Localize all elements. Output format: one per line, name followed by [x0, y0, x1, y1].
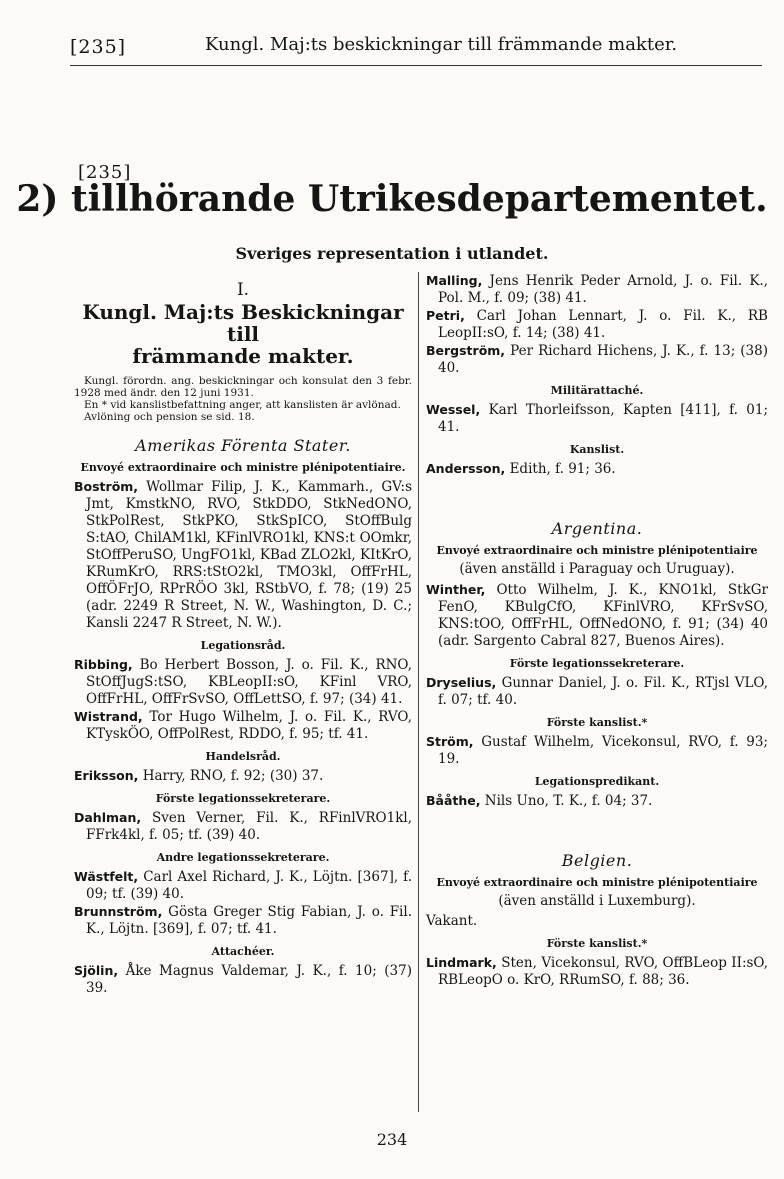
person-details: Per Richard Hichens, J. K., f. 13; (38) 40. [438, 343, 768, 376]
person-entry [74, 809, 412, 844]
person-name: Petri, [426, 308, 465, 323]
person-name: Brunnström, [74, 904, 163, 919]
person-entry [426, 272, 768, 307]
person-name: Dahlman, [74, 810, 142, 825]
right-column [426, 272, 768, 989]
section-number: [235] [78, 162, 132, 183]
country-heading: Amerikas Förenta Stater. [135, 436, 351, 455]
person-entry [426, 674, 768, 709]
section-heading-line2: främmande makter. [132, 344, 354, 368]
person-entry [74, 868, 412, 903]
person-entry [74, 962, 412, 997]
person-name: Ribbing, [74, 657, 133, 672]
note-3: Avlöning och pension se sid. 18. [84, 411, 255, 423]
person-details: Nils Uno, T. K., f. 04; 37. [484, 793, 653, 809]
person-details: Åke Magnus Valdemar, J. K., f. 10; (37) 39. [86, 963, 412, 996]
role-heading: Legationsråd. [200, 639, 286, 652]
person-name: Boström, [74, 479, 139, 494]
note-2: En * vid kanslistbefattning anger, att kanslisten är avlönad. [84, 399, 401, 411]
top-rule [70, 65, 762, 66]
person-name: Wessel, [426, 402, 481, 417]
role-heading: Handelsråd. [205, 750, 281, 763]
person-details: Edith, f. 91; 36. [509, 461, 616, 477]
person-details: Gustaf Wilhelm, Vicekonsul, RVO, f. 93; 19. [438, 734, 768, 767]
person-name: Sjölin, [74, 963, 119, 978]
role-heading: Militärattaché. [550, 384, 644, 397]
person-name: Andersson, [426, 461, 506, 476]
person-entry [74, 656, 412, 708]
section-heading-line1: Kungl. Maj:ts Beskickningar till [82, 300, 404, 346]
role-heading: Kanslist. [569, 443, 625, 456]
person-details: Carl Johan Lennart, J. o. Fil. K., RB LeopII:sO, f. 14; (38) 41. [438, 308, 768, 341]
person-entry [426, 401, 768, 436]
page-subtitle: Sveriges representation i utlandet. [235, 244, 549, 263]
person-details: Sten, Vicekonsul, RVO, OffBLeop II:sO, RBLeopO o. KrO, RRumSO, f. 88; 36. [438, 955, 768, 988]
vacant-note: Vakant. [426, 913, 478, 929]
role-heading: Förste legationssekreterare. [509, 657, 685, 670]
person-name: Bergström, [426, 343, 506, 358]
running-head-title: Kungl. Maj:ts beskickningar till främmande makter. [205, 34, 678, 55]
person-details: Carl Axel Richard, J. K., Löjtn. [367], f. 09; tf. (39) 40. [86, 869, 412, 902]
person-details: Sven Verner, Fil. K., RFinlVRO1kl, FFrk4kl, f. 05; tf. (39) 40. [86, 810, 412, 843]
parenthetical-note: (även anställd i Paraguay och Uruguay). [459, 561, 735, 577]
role-heading: Legationspredikant. [534, 775, 660, 788]
roman-numeral: I. [236, 280, 250, 300]
person-entry [426, 792, 768, 810]
person-details: Gösta Greger Stig Fabian, J. o. Fil. K., Löjtn. [369], f. 07; tf. 41. [86, 904, 412, 937]
person-entry [426, 581, 768, 650]
left-column [74, 272, 412, 997]
role-heading: Envoyé extraordinaire och ministre plénipotentiaire [436, 876, 758, 889]
person-details: Harry, RNO, f. 92; (30) 37. [142, 768, 324, 784]
role-heading: Attachéer. [211, 945, 275, 958]
country-heading: Argentina. [551, 519, 643, 538]
role-heading: Förste legationssekreterare. [155, 792, 331, 805]
page-title: 2) tillhörande Utrikesdepartementet. [16, 178, 768, 220]
person-entry [426, 307, 768, 342]
person-details: Wollmar Filip, J. K., Kammarh., GV:s Jmt, KmstkNO, RVO, StkDDO, StkNedONO, StkPolRest, StkPKO, StkSpICO, StOffBulg S:tAO, ChilAM1kl, KFinlVRO1kl, KNS:t OOmkr, StOffPeruSO, UngFO1kl, KBad ZLO2kl, KItKrO, KRumKrO, RRS:tStO2kl, TMO3kl, OffFrHL, OffÖFrJO, RPrRÖO 3kl, RStbVO, f. 78; (19) 25 (adr. 2249 R Street, N. W., Washington, D. C.; Kansli 2247 R Street, N. W.). [86, 479, 412, 631]
person-name: Dryselius, [426, 675, 497, 690]
person-details: Otto Wilhelm, J. K., KNO1kl, StkGr FenO, KBulgCfO, KFinlVRO, KFrSvSO, KNS:tOO, OffFrHL, OffNedONO, f. 91; (34) 40 (adr. Sargento Cabral 827, Buenos Aires). [438, 582, 768, 649]
person-details: Bo Herbert Bosson, J. o. Fil. K., RNO, StOffJugS:tSO, KBLeopII:sO, KFinl VRO, OffFrHL, OffFrSvSO, OffLettSO, f. 97; (34) 41. [86, 657, 412, 707]
person-entry [74, 767, 412, 785]
person-name: Eriksson, [74, 768, 139, 783]
person-details: Gunnar Daniel, J. o. Fil. K., RTjsl VLO, f. 07; tf. 40. [438, 675, 768, 708]
role-heading: Andre legationssekreterare. [156, 851, 330, 864]
person-entry [74, 478, 412, 632]
person-details: Karl Thorleifsson, Kapten [411], f. 01; 41. [438, 402, 768, 435]
role-heading: Envoyé extraordinaire och ministre plénipotentiaire. [80, 461, 406, 474]
running-head-number: [235] [70, 36, 127, 58]
parenthetical-note: (även anställd i Luxemburg). [498, 893, 696, 909]
person-details: Tor Hugo Wilhelm, J. o. Fil. K., RVO, KTyskÖO, OffPolRest, RDDO, f. 95; tf. 41. [86, 709, 412, 742]
country-heading: Belgien. [561, 851, 633, 870]
person-name: Bååthe, [426, 793, 481, 808]
person-name: Ström, [426, 734, 474, 749]
person-name: Wistrand, [74, 709, 143, 724]
role-heading: Förste kanslist.* [546, 716, 648, 729]
person-name: Malling, [426, 273, 483, 288]
section-heading [74, 301, 412, 367]
person-entry [74, 708, 412, 743]
person-entry [426, 342, 768, 377]
role-heading: Förste kanslist.* [546, 937, 648, 950]
role-heading: Envoyé extraordinaire och ministre plénipotentiaire [436, 544, 758, 557]
column-divider [418, 272, 419, 1112]
person-name: Wästfelt, [74, 869, 139, 884]
person-entry [426, 733, 768, 768]
note-1: Kungl. förordn. ang. beskickningar och konsulat den 3 febr. 1928 med ändr. den 12 juni 1931. [74, 375, 412, 399]
page-number: 234 [376, 1130, 408, 1149]
notes [74, 375, 412, 423]
person-name: Winther, [426, 582, 486, 597]
person-entry [426, 460, 768, 478]
person-details: Jens Henrik Peder Arnold, J. o. Fil. K., Pol. M., f. 09; (38) 41. [438, 273, 768, 306]
person-name: Lindmark, [426, 955, 497, 970]
person-entry [74, 903, 412, 938]
person-entry [426, 954, 768, 989]
